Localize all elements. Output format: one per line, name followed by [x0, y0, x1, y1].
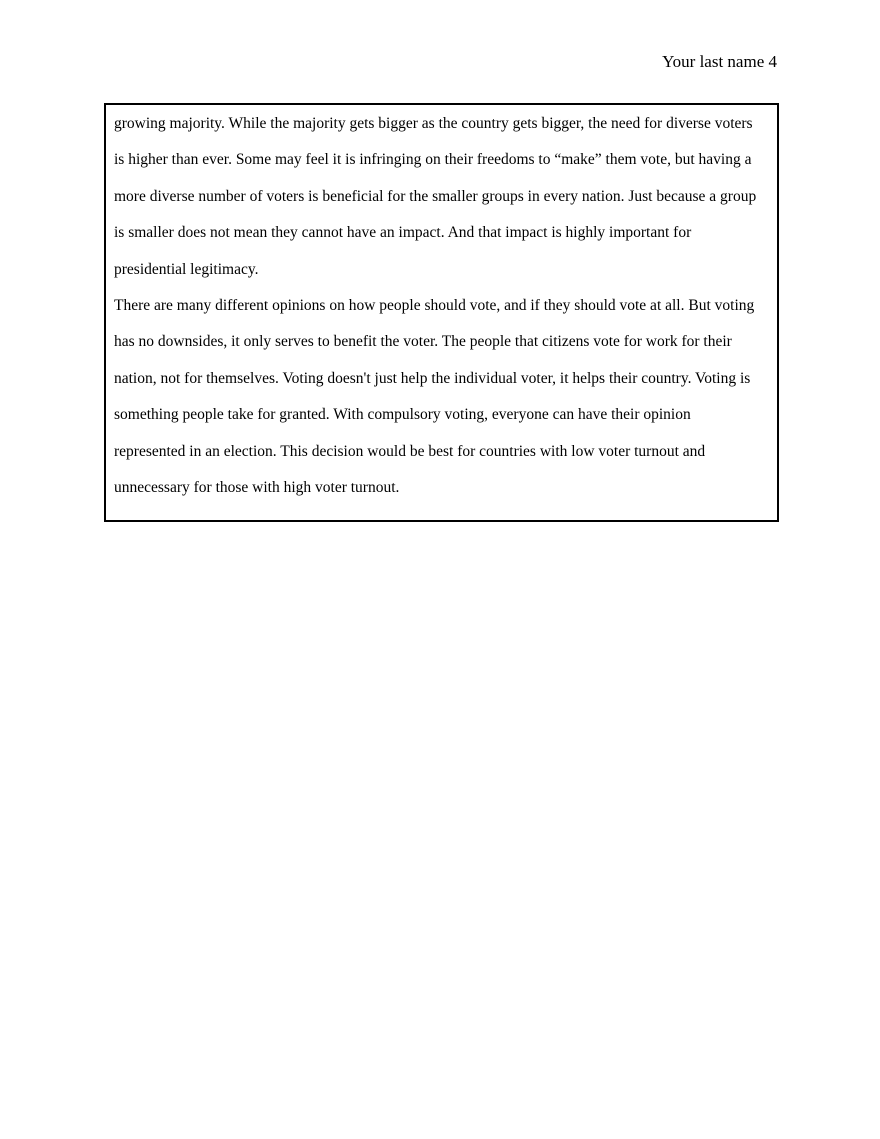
text-line: represented in an election. This decision would be best for countries with low voter turnout and [114, 442, 706, 460]
text-line: is higher than ever. Some may feel it is infringing on their freedoms to “make” them vote, but having a [114, 151, 752, 169]
text-line: growing majority. While the majority gets bigger as the country gets bigger, the need for diverse voters [114, 115, 753, 132]
text-line: unnecessary for those with high voter turnout. [114, 478, 400, 496]
text-line: is smaller does not mean they cannot have an impact. And that impact is highly important for [114, 224, 692, 242]
running-head: Your last name 4 [662, 52, 777, 71]
text-line: has no downsides, it only serves to benefit the voter. The people that citizens vote for work for their [114, 333, 732, 351]
text-line: There are many different opinions on how people should vote, and if they should vote at all. But voting [114, 296, 755, 314]
text-line: something people take for granted. With compulsory voting, everyone can have their opinion [114, 406, 691, 424]
text-line: nation, not for themselves. Voting doesn't just help the individual voter, it helps their country. Voting is [114, 369, 751, 387]
text-line: presidential legitimacy. [114, 260, 259, 278]
essay-text-box [104, 103, 779, 522]
text-line: more diverse number of voters is beneficial for the smaller groups in every nation. Just because a group [114, 187, 757, 205]
essay-body [114, 113, 756, 513]
